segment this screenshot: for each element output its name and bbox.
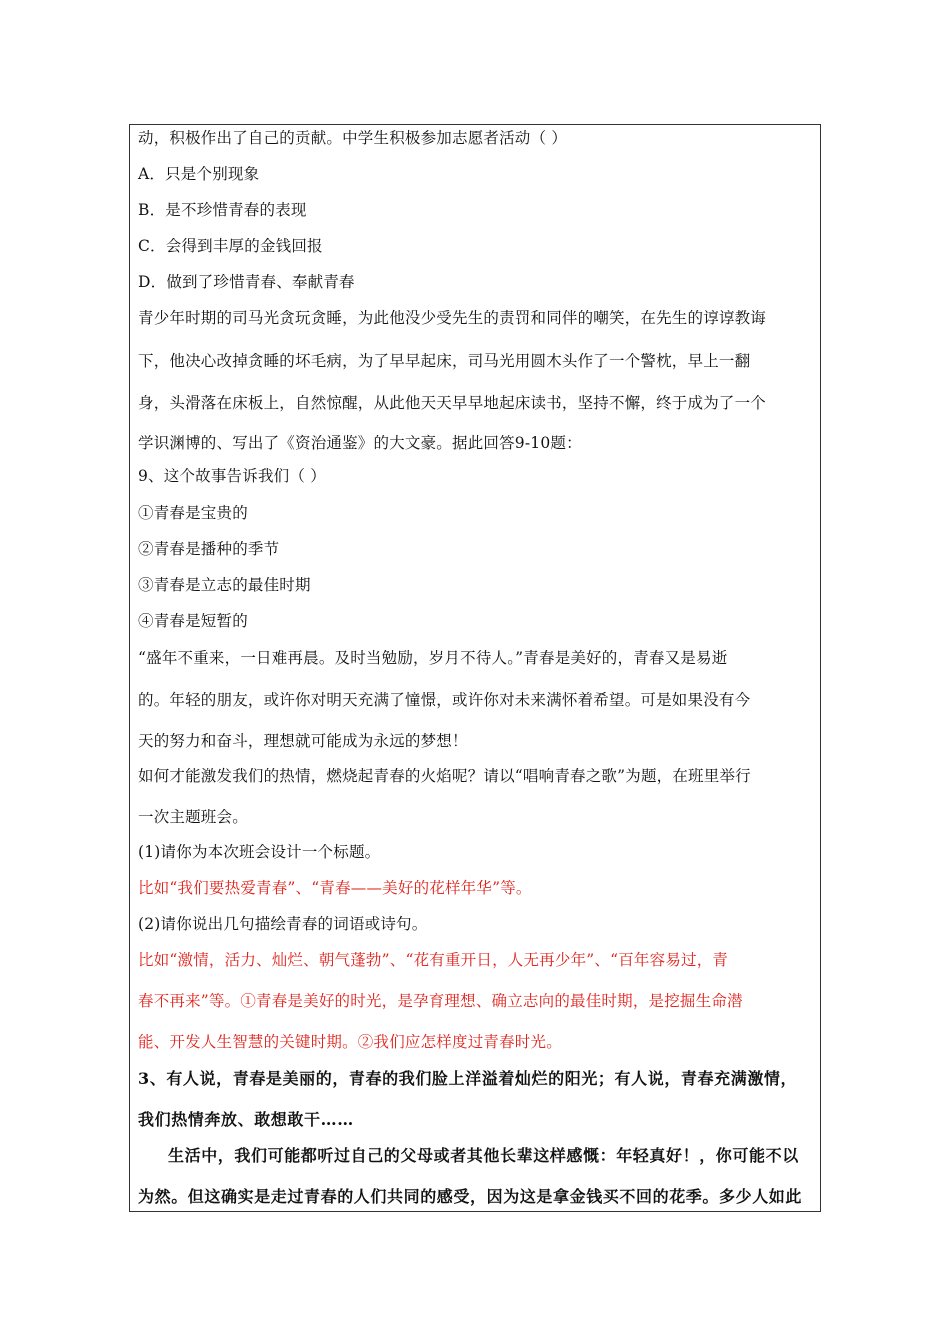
life-paragraph-line-2: 为然。但这确实是走过青春的人们共同的感受，因为这是拿金钱买不回的花季。多少人如此 bbox=[138, 1187, 803, 1206]
question-stem-continuation: 动，积极作出了自己的贡献。中学生积极参加志愿者活动（ ） bbox=[138, 129, 568, 147]
question-3-line-2: 我们热情奔放、敢想敢干…… bbox=[138, 1110, 354, 1129]
option-d: D．做到了珍惜青春、奉献青春 bbox=[138, 273, 355, 291]
class-meeting-prompt-line-1: 如何才能激发我们的热情，燃烧起青春的火焰呢？请以“唱响青春之歌”为题，在班里举行 bbox=[138, 767, 751, 785]
story-paragraph-line-2: 下，他决心改掉贪睡的坏毛病，为了早早起床，司马光用圆木头作了一个警枕，早上一翻 bbox=[138, 352, 751, 370]
answer-2-line-3: 能、开发人生智慧的关键时期。②我们应怎样度过青春时光。 bbox=[138, 1033, 562, 1051]
quote-paragraph-line-1: “盛年不重来，一日难再晨。及时当勉励，岁月不待人。”青春是美好的，青春又是易逝 bbox=[138, 649, 728, 667]
choice-1: ①青春是宝贵的 bbox=[138, 504, 248, 522]
life-paragraph-line-1: 生活中，我们可能都听过自己的父母或者其他长辈这样感慨：年轻真好！，你可能不以 bbox=[168, 1146, 799, 1165]
answer-2-line-1: 比如“激情，活力、灿烂、朝气蓬勃”、“花有重开日，人无再少年”、“百年容易过，青 bbox=[138, 951, 729, 969]
quote-paragraph-line-3: 天的努力和奋斗，理想就可能成为永远的梦想！ bbox=[138, 732, 468, 750]
choice-3: ③青春是立志的最佳时期 bbox=[138, 576, 311, 594]
choice-4: ④青春是短暂的 bbox=[138, 612, 248, 630]
option-a: A．只是个别现象 bbox=[138, 165, 260, 183]
story-paragraph-line-3: 身，头滑落在床板上，自然惊醒，从此他天天早早地起床读书，坚持不懈，终于成为了一个 bbox=[138, 394, 767, 412]
story-paragraph-line-1: 青少年时期的司马光贪玩贪睡，为此他没少受先生的责罚和同伴的嘲笑，在先生的谆谆教诲 bbox=[138, 309, 767, 327]
quote-paragraph-line-2: 的。年轻的朋友，或许你对明天充满了憧憬，或许你对未来满怀着希望。可是如果没有今 bbox=[138, 691, 751, 709]
choice-2: ②青春是播种的季节 bbox=[138, 540, 280, 558]
sub-question-2: (2)请你说出几句描绘青春的词语或诗句。 bbox=[138, 915, 428, 933]
option-c: C．会得到丰厚的金钱回报 bbox=[138, 237, 323, 255]
class-meeting-prompt-line-2: 一次主题班会。 bbox=[138, 808, 248, 826]
answer-2-line-2: 春不再来”等。①青春是美好的时光，是孕育理想、确立志向的最佳时期，是挖掘生命潜 bbox=[138, 992, 743, 1010]
story-paragraph-line-4: 学识渊博的、写出了《资治通鉴》的大文豪。据此回答9-10题： bbox=[138, 434, 582, 452]
option-b: B．是不珍惜青春的表现 bbox=[138, 201, 307, 219]
question-9: 9、这个故事告诉我们（ ） bbox=[138, 467, 326, 485]
sub-question-1: (1)请你为本次班会设计一个标题。 bbox=[138, 843, 381, 861]
question-3-line-1: 3、有人说，青春是美丽的，青春的我们脸上洋溢着灿烂的阳光；有人说，青春充满激情， bbox=[138, 1069, 798, 1088]
answer-1: 比如“我们要热爱青春”、“青春——美好的花样年华”等。 bbox=[138, 879, 532, 897]
